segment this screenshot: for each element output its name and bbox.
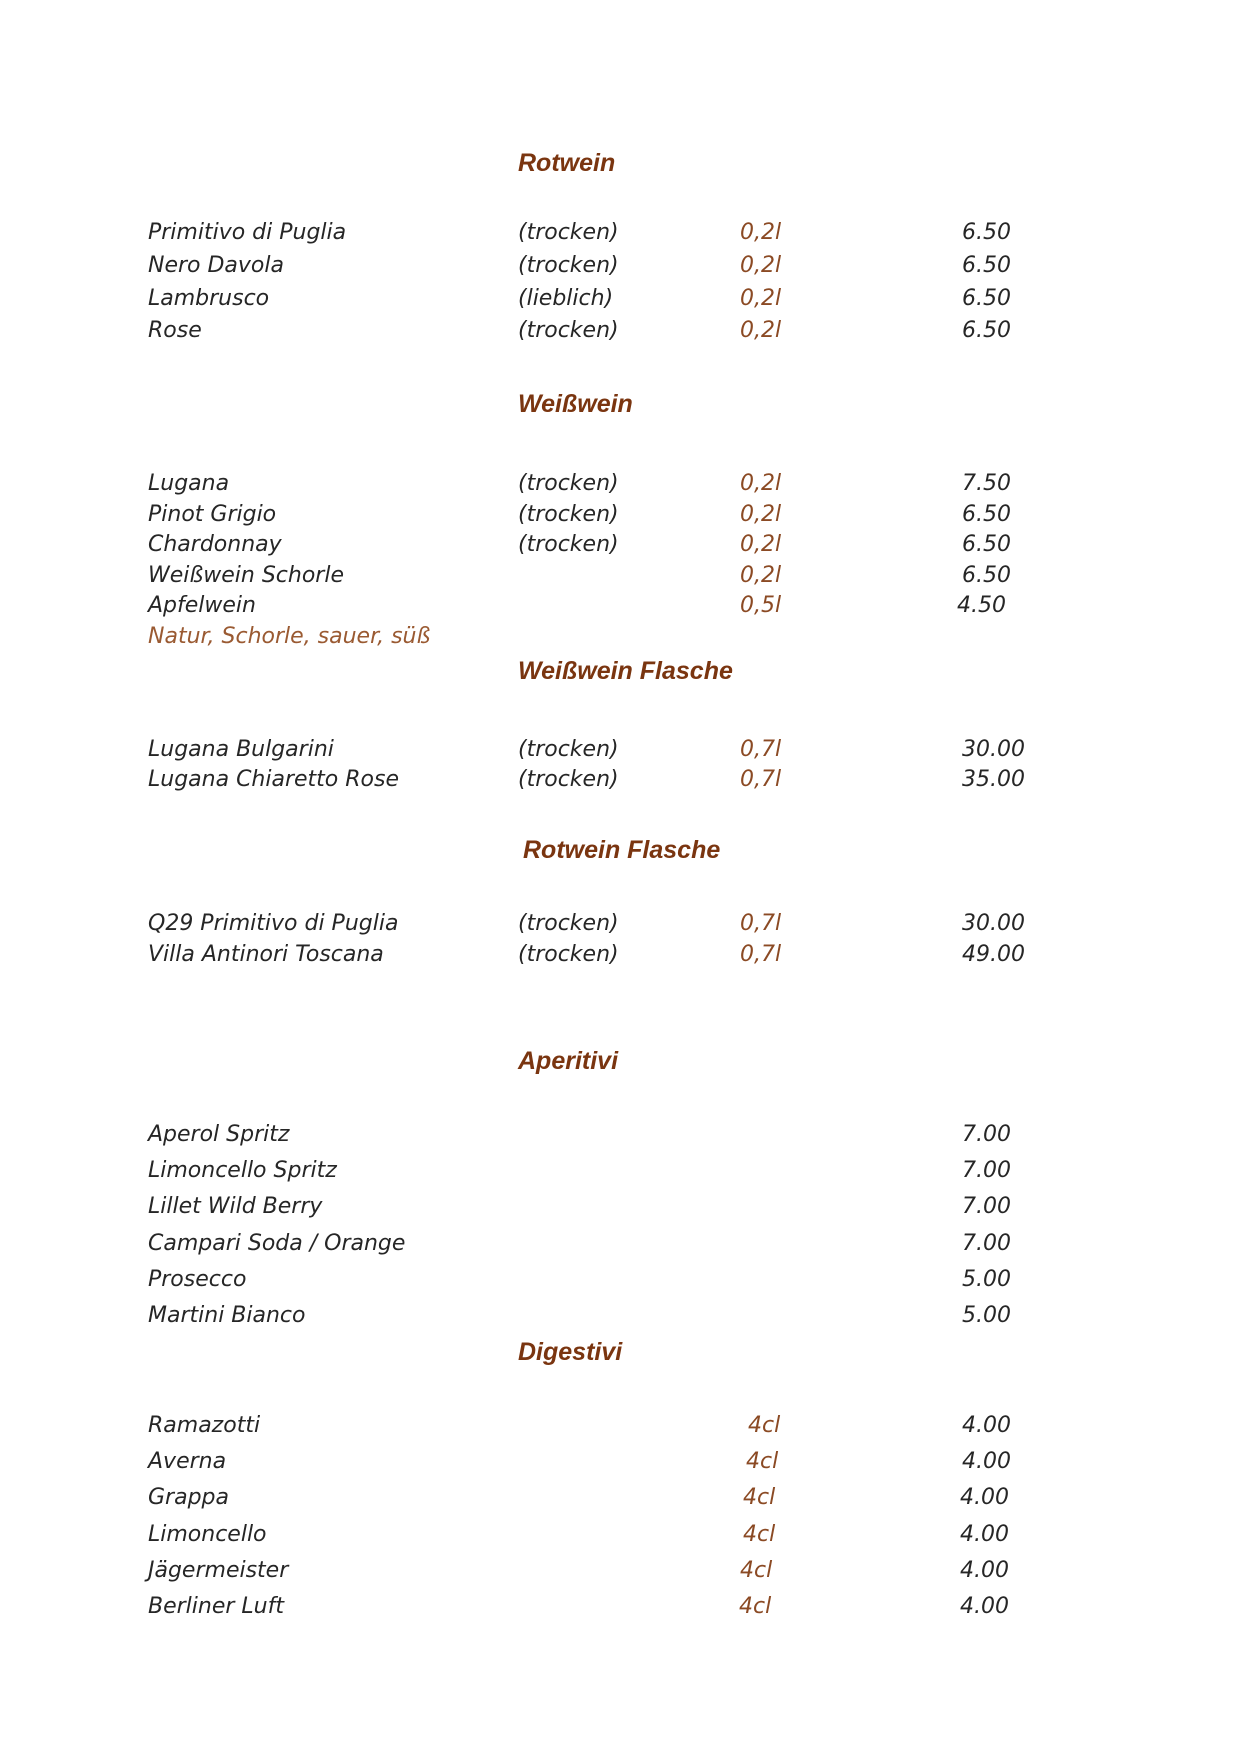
item-volume: 0,2l <box>740 286 782 311</box>
item-price: 7.50 <box>962 471 1011 496</box>
item-volume: 0,5l <box>740 593 782 618</box>
item-volume: 0,7l <box>740 911 782 936</box>
item-volume: 4cl <box>746 1449 779 1474</box>
menu-row <box>0 765 1240 795</box>
item-name: Lugana Bulgarini <box>148 737 334 762</box>
item-note: (trocken) <box>518 942 619 967</box>
menu-row <box>0 1192 1240 1222</box>
menu-row <box>0 500 1240 530</box>
item-price: 4.00 <box>960 1522 1009 1547</box>
item-name: Lugana Chiaretto Rose <box>148 767 399 792</box>
item-price: 6.50 <box>962 318 1011 343</box>
item-note: (trocken) <box>518 502 619 527</box>
item-name: Villa Antinori Toscana <box>148 942 384 967</box>
item-price: 7.00 <box>962 1231 1011 1256</box>
menu-row <box>0 316 1240 346</box>
item-name: Q29 Primitivo di Puglia <box>148 911 399 936</box>
item-price: 5.00 <box>962 1267 1011 1292</box>
item-volume: 0,2l <box>740 220 782 245</box>
menu-row <box>0 218 1240 248</box>
item-price: 30.00 <box>962 737 1025 762</box>
item-name: Aperol Spritz <box>148 1122 290 1147</box>
item-name: Primitivo di Puglia <box>148 220 347 245</box>
item-note: (trocken) <box>518 471 619 496</box>
item-name: Pinot Grigio <box>148 502 277 527</box>
menu-row <box>0 1265 1240 1295</box>
item-volume: 0,7l <box>740 767 782 792</box>
item-price: 4.00 <box>960 1594 1009 1619</box>
menu-row <box>0 1592 1240 1622</box>
menu-row <box>0 1120 1240 1150</box>
menu-row <box>0 284 1240 314</box>
item-volume: 0,7l <box>740 737 782 762</box>
item-volume: 0,2l <box>740 318 782 343</box>
item-price: 7.00 <box>962 1158 1011 1183</box>
item-note: (trocken) <box>518 532 619 557</box>
item-name: Campari Soda / Orange <box>148 1231 406 1256</box>
item-name: Limoncello <box>148 1522 267 1547</box>
item-volume: 0,2l <box>740 253 782 278</box>
menu-row <box>0 1301 1240 1331</box>
apfelwein-variants-note: Natur, Schorle, sauer, süß <box>148 624 431 649</box>
section-heading-weisswein: Weißwein <box>518 390 633 418</box>
menu-row <box>0 591 1240 621</box>
section-heading-digestivi: Digestivi <box>518 1338 623 1366</box>
item-name: Berliner Luft <box>148 1594 284 1619</box>
item-volume: 0,2l <box>740 471 782 496</box>
item-price: 5.00 <box>962 1303 1011 1328</box>
menu-row <box>0 909 1240 939</box>
menu-row <box>0 1411 1240 1441</box>
item-price: 6.50 <box>962 220 1011 245</box>
item-name: Grappa <box>148 1485 229 1510</box>
item-name: Lambrusco <box>148 286 270 311</box>
item-price: 4.00 <box>962 1413 1011 1438</box>
section-heading-rotwein: Rotwein <box>518 149 616 177</box>
item-name: Chardonnay <box>148 532 282 557</box>
item-note: (trocken) <box>518 737 619 762</box>
item-price: 6.50 <box>962 532 1011 557</box>
item-name: Martini Bianco <box>148 1303 306 1328</box>
item-note: (trocken) <box>518 253 619 278</box>
item-note: (trocken) <box>518 911 619 936</box>
item-volume: 0,7l <box>740 942 782 967</box>
menu-row <box>0 1520 1240 1550</box>
menu-row <box>0 469 1240 499</box>
item-price: 6.50 <box>962 563 1011 588</box>
item-volume: 4cl <box>743 1485 776 1510</box>
item-note: (trocken) <box>518 318 619 343</box>
item-note: (trocken) <box>518 220 619 245</box>
item-volume: 0,2l <box>740 532 782 557</box>
item-name: Lillet Wild Berry <box>148 1194 323 1219</box>
item-volume: 4cl <box>740 1558 773 1583</box>
menu-row <box>0 735 1240 765</box>
item-price: 6.50 <box>962 502 1011 527</box>
section-heading-aperitivi: Aperitivi <box>518 1047 619 1075</box>
item-price: 7.00 <box>962 1122 1011 1147</box>
item-price: 6.50 <box>962 286 1011 311</box>
item-price: 7.00 <box>962 1194 1011 1219</box>
item-name: Prosecco <box>148 1267 247 1292</box>
menu-row <box>0 940 1240 970</box>
item-name: Apfelwein <box>148 593 256 618</box>
item-price: 30.00 <box>962 911 1025 936</box>
item-name: Jägermeister <box>148 1558 289 1583</box>
item-price: 49.00 <box>962 942 1025 967</box>
item-volume: 4cl <box>739 1594 772 1619</box>
item-price: 4.00 <box>960 1485 1009 1510</box>
item-name: Rose <box>148 318 202 343</box>
menu-row <box>0 1229 1240 1259</box>
section-heading-weisswein-flasche: Weißwein Flasche <box>518 657 733 685</box>
item-price: 6.50 <box>962 253 1011 278</box>
item-volume: 4cl <box>748 1413 781 1438</box>
item-note: (trocken) <box>518 767 619 792</box>
menu-row <box>0 1483 1240 1513</box>
item-name: Averna <box>148 1449 227 1474</box>
item-volume: 0,2l <box>740 502 782 527</box>
item-note: (lieblich) <box>518 286 614 311</box>
item-name: Limoncello Spritz <box>148 1158 337 1183</box>
section-heading-rotwein-flasche: Rotwein Flasche <box>523 836 721 864</box>
item-price: 4.00 <box>960 1558 1009 1583</box>
item-price: 4.50 <box>957 593 1006 618</box>
item-price: 35.00 <box>962 767 1025 792</box>
menu-row <box>0 561 1240 591</box>
item-name: Weißwein Schorle <box>148 563 344 588</box>
item-volume: 0,2l <box>740 563 782 588</box>
menu-row <box>0 530 1240 560</box>
item-name: Ramazotti <box>148 1413 261 1438</box>
item-name: Nero Davola <box>148 253 284 278</box>
menu-row <box>0 1156 1240 1186</box>
menu-row <box>0 251 1240 281</box>
menu-row <box>0 1447 1240 1477</box>
item-name: Lugana <box>148 471 230 496</box>
menu-row <box>0 1556 1240 1586</box>
item-volume: 4cl <box>743 1522 776 1547</box>
item-price: 4.00 <box>962 1449 1011 1474</box>
